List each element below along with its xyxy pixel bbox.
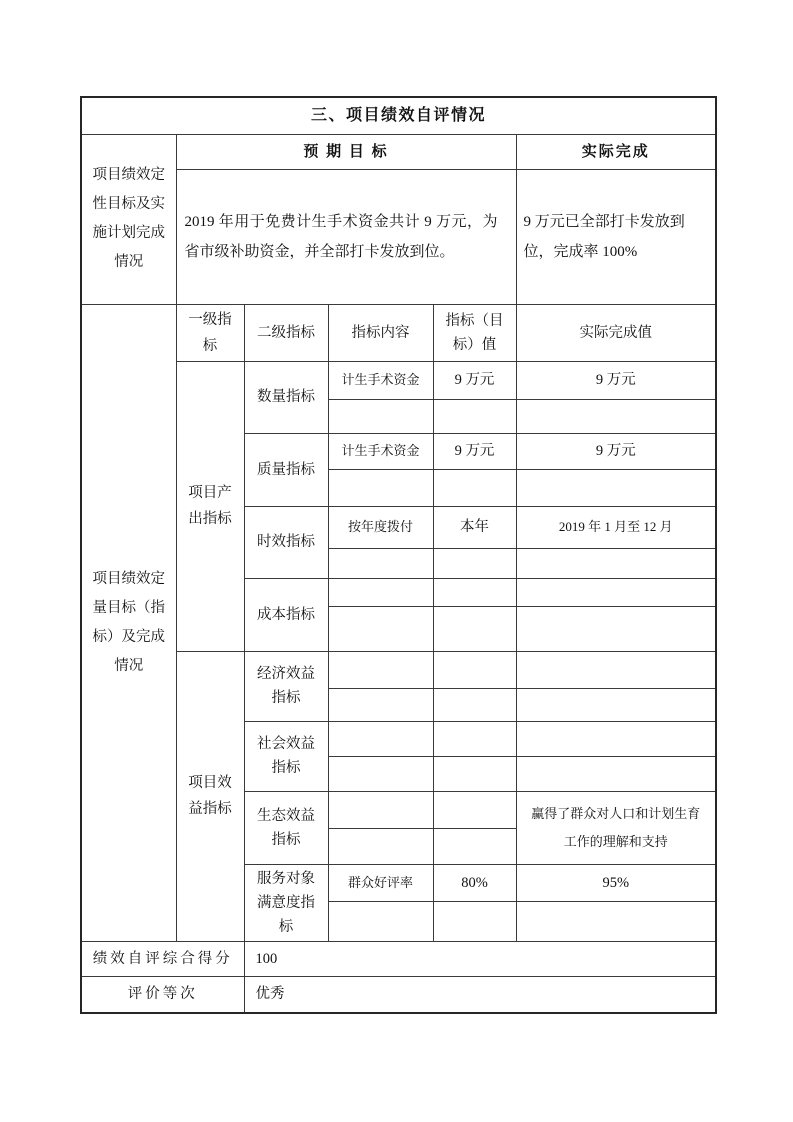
empty-cell [516,578,716,606]
expected-goal-text: 2019 年用于免费计生手术资金共计 9 万元，为省市级补助资金，并全部打卡发放到位。 [176,169,516,304]
header-indicator-content: 指标内容 [328,304,433,361]
empty-cell [433,688,516,721]
quantitative-header-row [81,304,716,361]
empty-cell [516,469,716,506]
timeliness-indicator-label: 时效指标 [244,506,328,578]
empty-cell [328,548,433,578]
satisfaction-indicator-target: 80% [433,864,516,901]
empty-cell [433,791,516,828]
quantity-indicator-content: 计生手术资金 [328,361,433,399]
title-row [81,97,716,134]
timeliness-indicator-actual: 2019 年 1 月至 12 月 [516,506,716,548]
expected-goal-header: 预 期 目 标 [176,134,516,169]
ecological-benefit-actual: 赢得了群众对人口和计划生育工作的理解和支持 [516,791,716,864]
empty-cell [328,756,433,791]
benefit-indicators-group-label: 项目效益指标 [176,651,244,941]
empty-cell [433,606,516,651]
quantity-indicator-actual: 9 万元 [516,361,716,399]
quantity-indicator-label: 数量指标 [244,361,328,433]
self-evaluation-score-row [81,941,716,976]
empty-cell [516,548,716,578]
evaluation-grade-value: 优秀 [244,976,716,1013]
qualitative-header-row [81,134,716,169]
actual-completion-text: 9 万元已全部打卡发放到位，完成率 100% [516,169,716,304]
empty-cell [516,688,716,721]
empty-cell [433,469,516,506]
empty-cell [516,606,716,651]
empty-cell [433,548,516,578]
qualitative-row-label: 项目绩效定性目标及实施计划完成情况 [81,134,176,304]
evaluation-grade-row [81,976,716,1013]
satisfaction-indicator-content: 群众好评率 [328,864,433,901]
satisfaction-indicator-label: 服务对象满意度指标 [244,864,328,941]
empty-cell [516,901,716,941]
performance-self-evaluation-table [80,96,717,1014]
quality-indicator-label: 质量指标 [244,433,328,506]
cost-indicator-label: 成本指标 [244,578,328,651]
empty-cell [328,791,433,828]
qualitative-content-row [81,169,716,304]
evaluation-grade-label: 评价等次 [81,976,244,1013]
output-indicators-group-label: 项目产出指标 [176,361,244,651]
empty-cell [433,721,516,756]
quantity-indicator-target: 9 万元 [433,361,516,399]
table-title: 三、项目绩效自评情况 [81,97,716,134]
actual-completion-header: 实际完成 [516,134,716,169]
empty-cell [328,606,433,651]
empty-cell [516,721,716,756]
header-indicator-target-value: 指标（目标）值 [433,304,516,361]
empty-cell [516,399,716,433]
empty-cell [328,651,433,688]
social-benefit-indicator-label: 社会效益指标 [244,721,328,791]
quantitative-row-label: 项目绩效定量目标（指标）及完成情况 [81,304,176,941]
economic-benefit-row [81,651,716,688]
header-actual-completion-value: 实际完成值 [516,304,716,361]
empty-cell [328,721,433,756]
satisfaction-indicator-actual: 95% [516,864,716,901]
empty-cell [433,578,516,606]
empty-cell [433,756,516,791]
empty-cell [328,399,433,433]
empty-cell [328,828,433,864]
empty-cell [328,469,433,506]
empty-cell [328,688,433,721]
header-level2-indicator: 二级指标 [244,304,328,361]
quality-indicator-target: 9 万元 [433,433,516,469]
economic-benefit-indicator-label: 经济效益指标 [244,651,328,721]
quality-indicator-actual: 9 万元 [516,433,716,469]
empty-cell [516,651,716,688]
empty-cell [328,901,433,941]
empty-cell [433,828,516,864]
empty-cell [433,901,516,941]
header-level1-indicator: 一级指标 [176,304,244,361]
empty-cell [328,578,433,606]
ecological-benefit-indicator-label: 生态效益指标 [244,791,328,864]
empty-cell [516,756,716,791]
timeliness-indicator-content: 按年度拨付 [328,506,433,548]
timeliness-indicator-target: 本年 [433,506,516,548]
self-evaluation-score-label: 绩效自评综合得分 [81,941,244,976]
empty-cell [433,651,516,688]
quality-indicator-content: 计生手术资金 [328,433,433,469]
quantity-indicator-row [81,361,716,399]
empty-cell [433,399,516,433]
self-evaluation-score-value: 100 [244,941,716,976]
